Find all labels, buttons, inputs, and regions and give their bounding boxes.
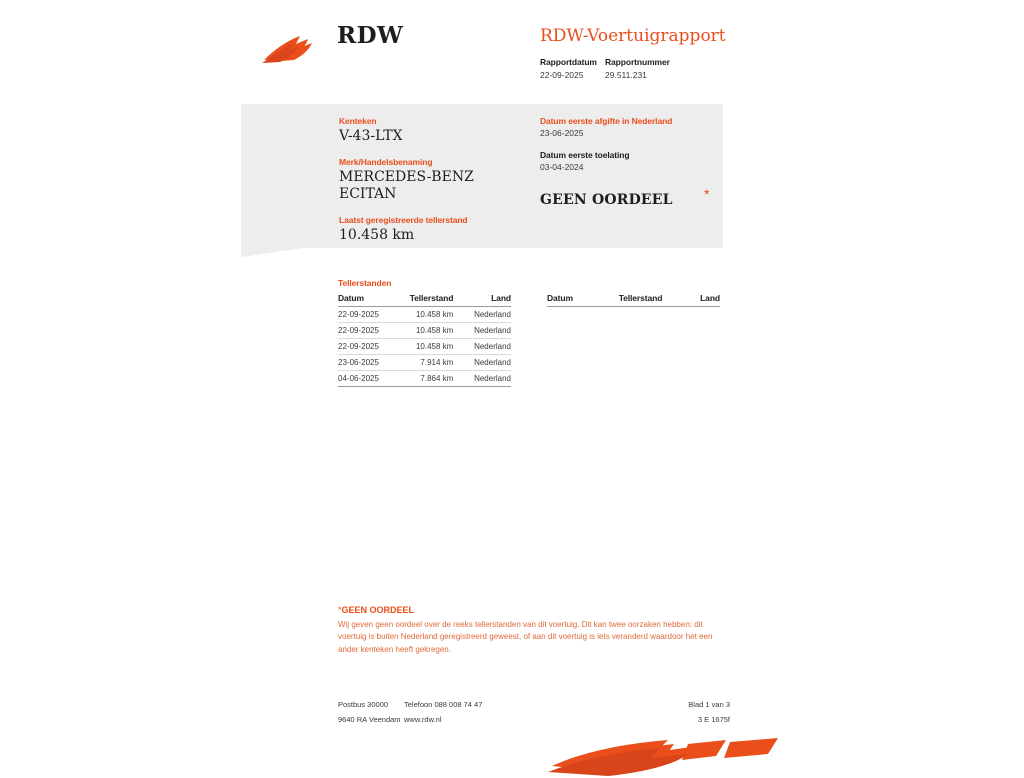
odometer-table-body bbox=[338, 307, 511, 387]
odometer-table-secondary bbox=[547, 293, 720, 387]
cell-tellerstand: 10.458 km bbox=[396, 339, 454, 355]
field-value-eerste-afgifte: 23-06-2025 bbox=[540, 128, 584, 138]
footer-address-line1: Postbus 30000 bbox=[338, 700, 389, 709]
footnote-title bbox=[338, 605, 728, 615]
footer-page-info: Blad 1 van 3 bbox=[688, 700, 730, 709]
odometer-table bbox=[338, 293, 511, 387]
cell-land: Nederland bbox=[453, 355, 511, 371]
footer-phone: Telefoon 088 008 74 47 bbox=[404, 700, 483, 709]
vehicle-summary-panel bbox=[241, 104, 723, 248]
field-value-merk: MERCEDES-BENZ ECITAN bbox=[339, 169, 474, 203]
footnote-marker: * bbox=[338, 605, 342, 615]
table-header-row bbox=[338, 293, 511, 307]
verdict-footnote-marker: * bbox=[704, 186, 710, 202]
meta-label: Rapportdatum bbox=[540, 57, 597, 67]
field-label-eerste-afgifte: Datum eerste afgifte in Nederland bbox=[540, 116, 673, 126]
brand-block bbox=[262, 22, 522, 72]
summary-right-column bbox=[540, 116, 715, 208]
odometer-table-secondary-body bbox=[547, 307, 720, 387]
table-header-row bbox=[547, 293, 720, 307]
rdw-swoosh-logo-icon bbox=[262, 30, 330, 64]
cell-tellerstand: 7.914 km bbox=[396, 355, 454, 371]
footnote-body: Wij geven geen oordeel over de reeks tellerstanden van dit voertuig. Dit kan twee oorzaken hebben: dit voertuig is buiten Nederland geregistreerd geweest, of aan dit voertuig is iets veranderd waardoor het een ander kenteken heeft gekregen. bbox=[338, 620, 713, 654]
field-label-eerste-toelating: Datum eerste toelating bbox=[540, 150, 630, 160]
brand-name: RDW bbox=[337, 22, 404, 49]
field-label-tellerstand: Laatst geregistreerde tellerstand bbox=[339, 215, 468, 226]
field-label-merk: Merk/Handelsbenaming bbox=[339, 157, 433, 168]
cell-datum: 22-09-2025 bbox=[338, 339, 396, 355]
cell-tellerstand: 10.458 km bbox=[396, 323, 454, 339]
summary-left-column bbox=[339, 116, 529, 256]
table-row bbox=[338, 339, 511, 355]
report-meta bbox=[540, 57, 670, 80]
table-row bbox=[338, 355, 511, 371]
field-value-kenteken: V-43-LTX bbox=[339, 128, 403, 144]
odometer-section bbox=[338, 278, 720, 387]
col-land: Land bbox=[453, 293, 511, 307]
meta-label: Rapportnummer bbox=[605, 57, 670, 67]
cell-land: Nederland bbox=[453, 339, 511, 355]
cell-datum: 23-06-2025 bbox=[338, 355, 396, 371]
panel-notch bbox=[241, 248, 303, 257]
field-value-tellerstand: 10.458 km bbox=[339, 227, 415, 244]
cell-land: Nederland bbox=[453, 323, 511, 339]
cell-tellerstand: 10.458 km bbox=[396, 307, 454, 323]
cell-land: Nederland bbox=[453, 371, 511, 387]
footer-address-line2: 9640 RA Veendam bbox=[338, 715, 401, 724]
col-tellerstand: Tellerstand bbox=[605, 293, 663, 307]
report-title: RDW-Voertuigrapport bbox=[540, 26, 726, 46]
meta-value: 22-09-2025 bbox=[540, 70, 584, 80]
cell-datum: 04-06-2025 bbox=[338, 371, 396, 387]
cell-land: Nederland bbox=[453, 307, 511, 323]
col-datum: Datum bbox=[547, 293, 605, 307]
bottom-rdw-logo-icon bbox=[548, 738, 788, 778]
table-row bbox=[338, 323, 511, 339]
col-tellerstand: Tellerstand bbox=[396, 293, 454, 307]
table-row bbox=[338, 307, 511, 323]
footnote-title-text: GEEN OORDEEL bbox=[341, 605, 415, 615]
meta-report-number bbox=[605, 57, 670, 80]
cell-tellerstand: 7.864 km bbox=[396, 371, 454, 387]
footer-doc-code: 3 E 1675f bbox=[697, 715, 730, 724]
meta-report-date bbox=[540, 57, 605, 80]
verdict-text: GEEN OORDEEL bbox=[540, 192, 673, 208]
field-label-kenteken: Kenteken bbox=[339, 116, 377, 126]
col-land: Land bbox=[662, 293, 720, 307]
table-row bbox=[338, 371, 511, 387]
footer-right bbox=[600, 700, 730, 730]
col-datum: Datum bbox=[338, 293, 396, 307]
cell-datum: 22-09-2025 bbox=[338, 323, 396, 339]
field-value-eerste-toelating: 03-04-2024 bbox=[540, 162, 584, 172]
odometer-title: Tellerstanden bbox=[338, 278, 392, 288]
footer-website[interactable]: www.rdw.nl bbox=[404, 715, 442, 724]
cell-datum: 22-09-2025 bbox=[338, 307, 396, 323]
footnote-block bbox=[338, 605, 728, 656]
meta-value: 29.511.231 bbox=[605, 70, 647, 80]
